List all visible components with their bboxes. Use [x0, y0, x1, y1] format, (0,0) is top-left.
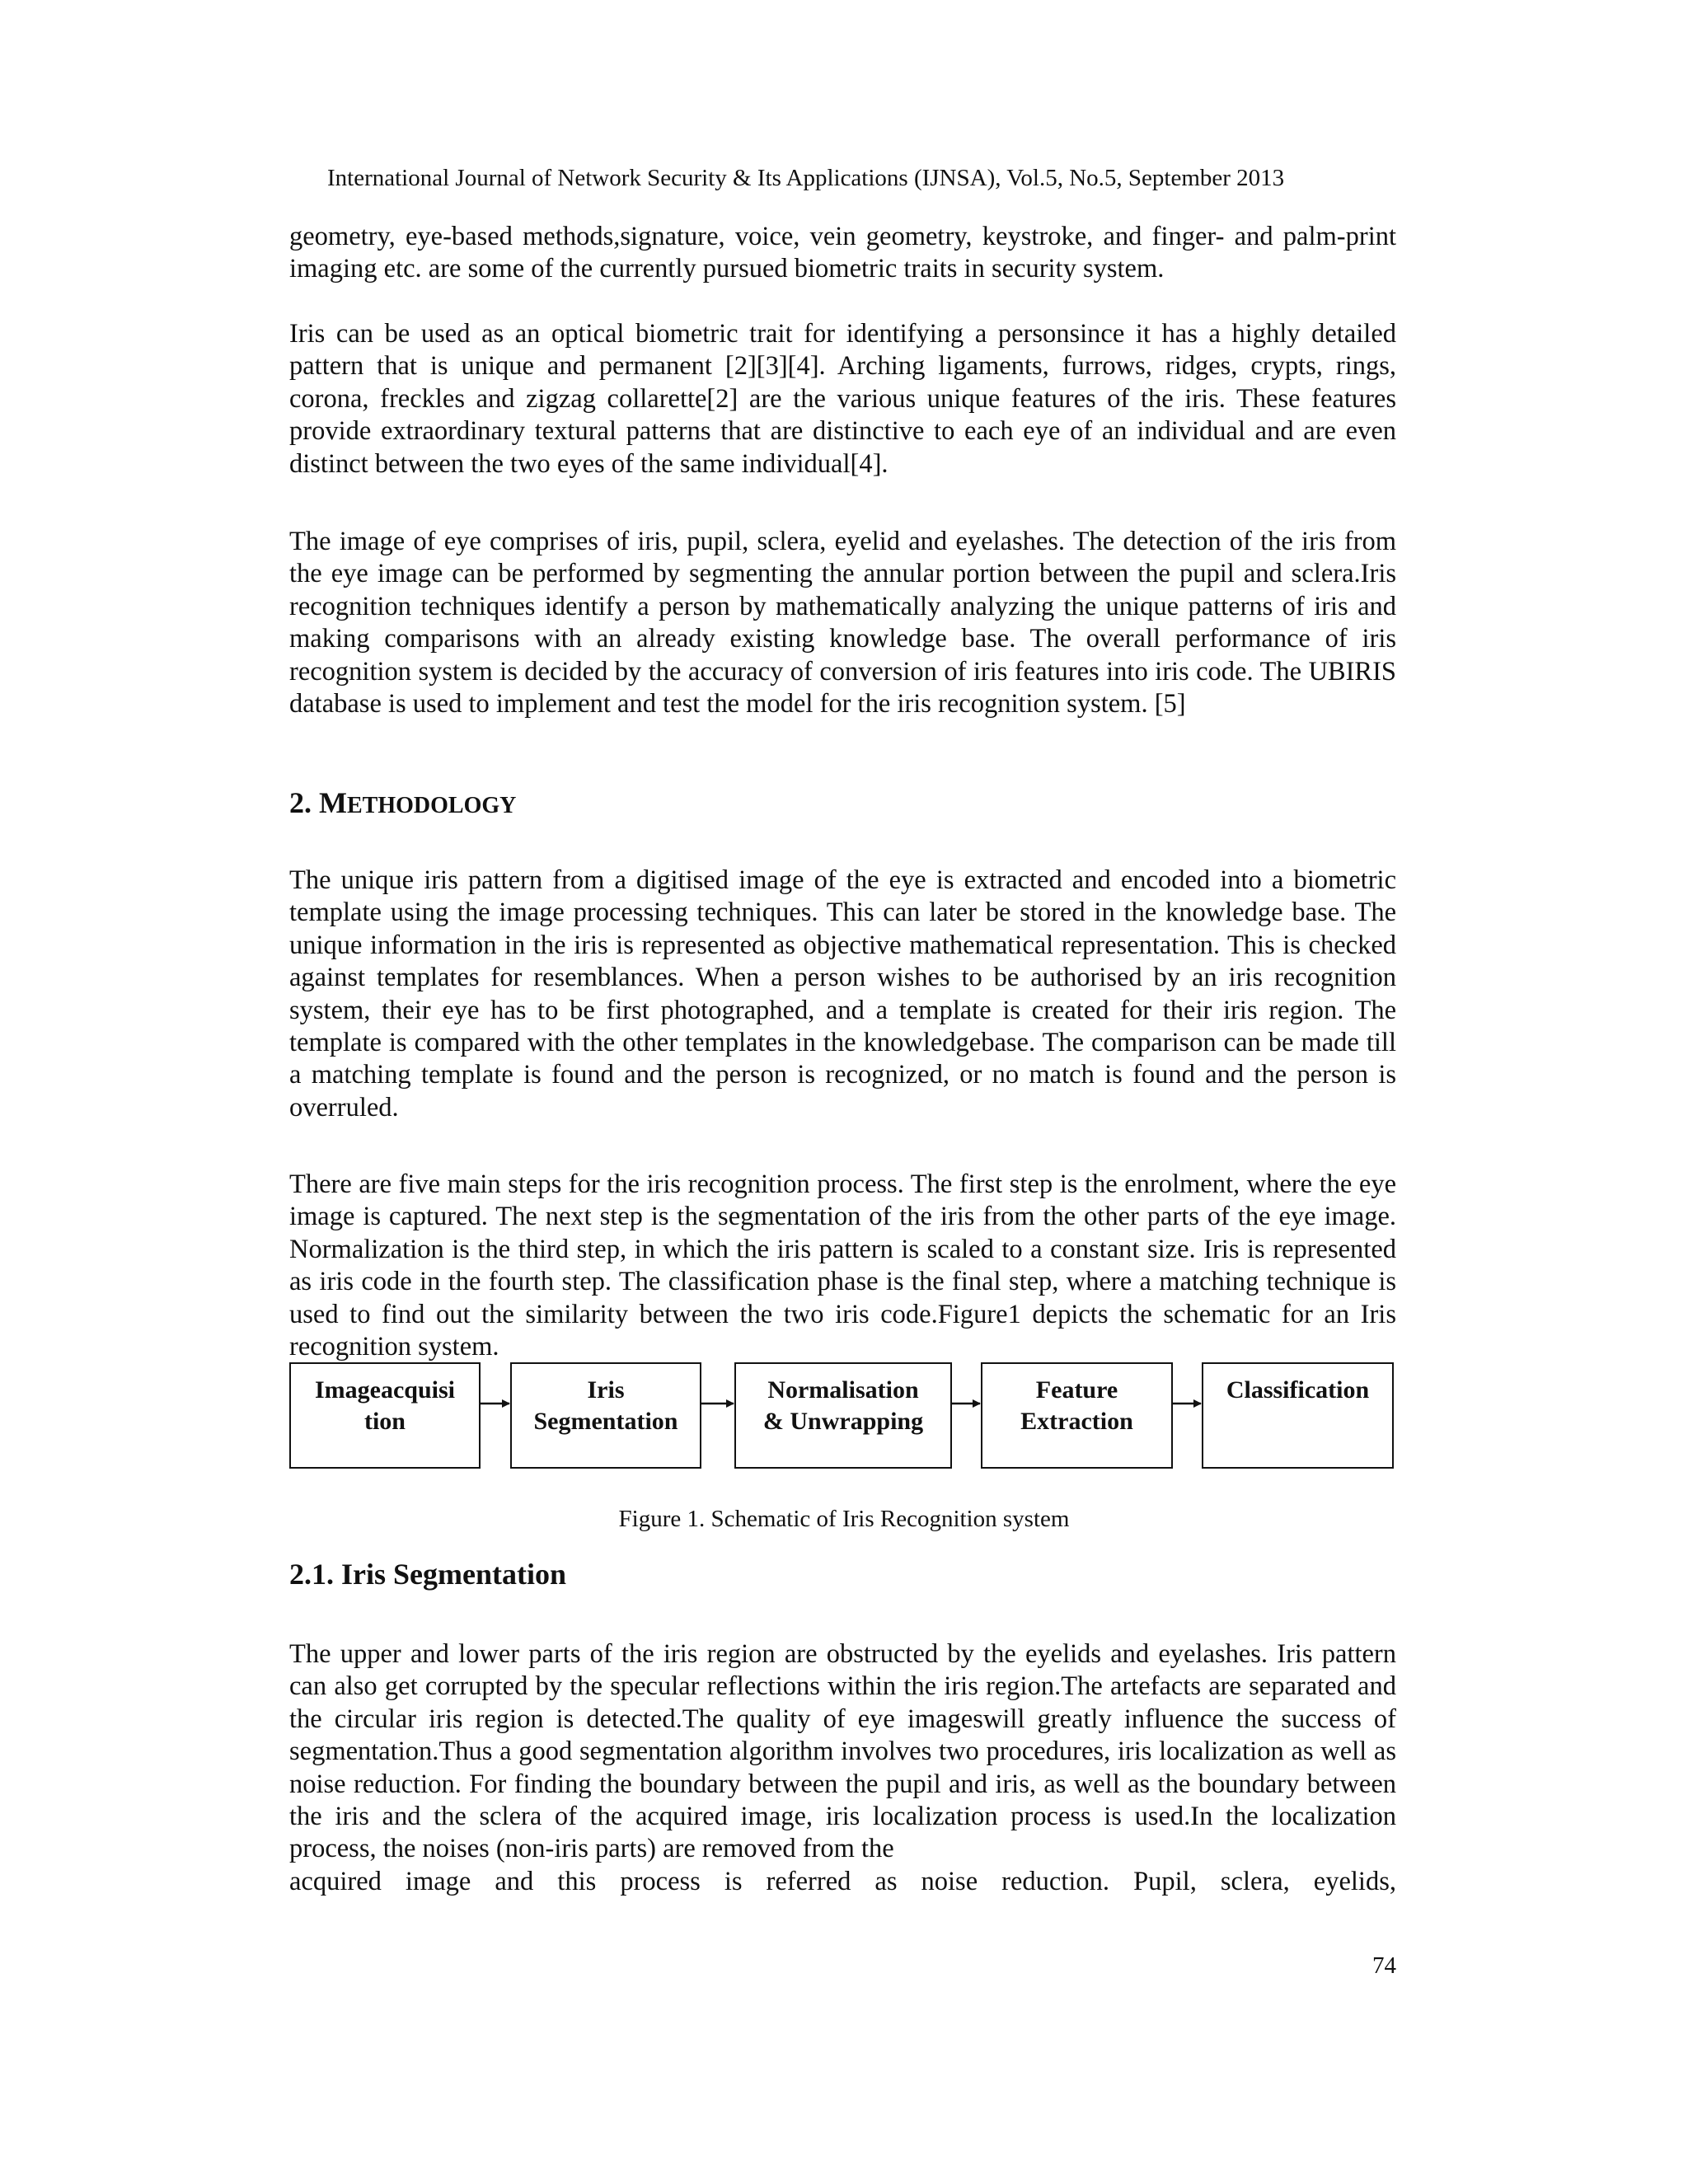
paragraph-eye-image: The image of eye comprises of iris, pupil, sclera, eyelid and eyelashes. The detection of the iris from the eye image can be performed by segmenting the annular portion between the pupil and sclera.Iris recognition techniques identify a person by mathematically analyzing the unique patterns of iris and making comparisons with an already existing knowledge base. The overall performance of iris recognition system is decided by the accuracy of conversion of iris features into iris code. The UBIRIS database is used to implement and test the model for the iris recognition system. [5]: [289, 527, 1396, 719]
paragraph-iris-segmentation: [289, 1638, 1396, 1898]
subsection-heading-iris-segmentation: 2.1. Iris Segmentation: [289, 1558, 566, 1591]
paragraph-biometric-traits: geometry, eye-based methods,signature, voice, vein geometry, keystroke, and finger- and palm-print imaging etc. are some of the currently pursued biometric traits in security system.: [289, 222, 1396, 284]
flow-box-line: Normalisation: [767, 1376, 919, 1404]
section-number: 2.: [289, 786, 312, 819]
flow-box-classification: [1202, 1362, 1394, 1469]
running-header: International Journal of Network Security & Its Applications (IJNSA), Vol.5, No.5, September 2013: [327, 165, 1285, 191]
section-title-rest: ETHODOLOGY: [346, 793, 517, 818]
flow-box-line: Imageacquisi: [314, 1376, 455, 1404]
flow-box-normalisation: [734, 1362, 952, 1469]
flow-box-image-acquisition: [289, 1362, 481, 1469]
paragraph-body: The upper and lower parts of the iris region are obstructed by the eyelids and eyelashes. Iris pattern can also get corrupted by the specular reflections within the iris region.The artefacts are separated and the circular iris region is detected.The quality of eye imageswill greatly influence the success of segmentation.Thus a good segmentation algorithm involves two procedures, iris localization as well as noise reduction. For finding the boundary between the pupil and iris, as well as the boundary between the iris and the sclera of the acquired image, iris localization process is used.In the localization process, the noises (non-iris parts) are removed from the: [289, 1639, 1396, 1864]
paragraph-five-steps: There are five main steps for the iris recognition process. The first step is the enrolment, where the eye image is captured. The next step is the segmentation of the iris from the other parts of the eye image. Normalization is the third step, in which the iris pattern is scaled to a constant size. Iris is represented as iris code in the fourth step. The classification phase is the final step, where a matching technique is used to find out the similarity between the two iris code.Figure1 depicts the schematic for an Iris recognition system.: [289, 1169, 1396, 1362]
flow-box-line: tion: [363, 1408, 406, 1435]
page-number: 74: [1372, 1952, 1396, 1979]
section-heading-methodology: [289, 785, 516, 824]
flow-box-line: Iris: [587, 1376, 625, 1404]
flow-box-line: Feature: [1035, 1376, 1118, 1404]
flow-box-iris-segmentation: [510, 1362, 701, 1469]
paragraph-methodology: The unique iris pattern from a digitised image of the eye is extracted and encoded into a biometric template using the image processing techniques. This can later be stored in the knowledge base. The unique information in the iris is represented as objective mathematical representation. This is checked against templates for resemblances. When a person wishes to be authorised by an iris recognition system, their eye has to be first photographed, and a template is created for their iris region. The template is compared with the other templates in the knowledgebase. The comparison can be made till a matching template is found and the person is recognized, or no match is found and the person is overruled.: [289, 865, 1396, 1122]
paragraph-iris-trait: Iris can be used as an optical biometric trait for identifying a personsince it has a highly detailed pattern that is unique and permanent [2][3][4]. Arching ligaments, furrows, ridges, crypts, rings, corona, freckles and zigzag collarette[2] are the various unique features of the iris. These features provide extraordinary textural patterns that are distinctive to each eye of an individual and are even distinct between the two eyes of the same individual[4].: [289, 319, 1396, 479]
flow-box-line: & Unwrapping: [762, 1408, 924, 1435]
flow-box-line: Segmentation: [533, 1408, 678, 1435]
flow-box-line: Classification: [1226, 1376, 1370, 1404]
section-title-initial: M: [319, 786, 347, 819]
flow-box-line: Extraction: [1020, 1408, 1133, 1435]
figure-caption: Figure 1. Schematic of Iris Recognition system: [618, 1506, 1070, 1532]
paragraph-last-line: acquired image and this process is referred as noise reduction. Pupil, sclera, eyelids,: [289, 1866, 1396, 1896]
flow-box-feature-extraction: [981, 1362, 1173, 1469]
